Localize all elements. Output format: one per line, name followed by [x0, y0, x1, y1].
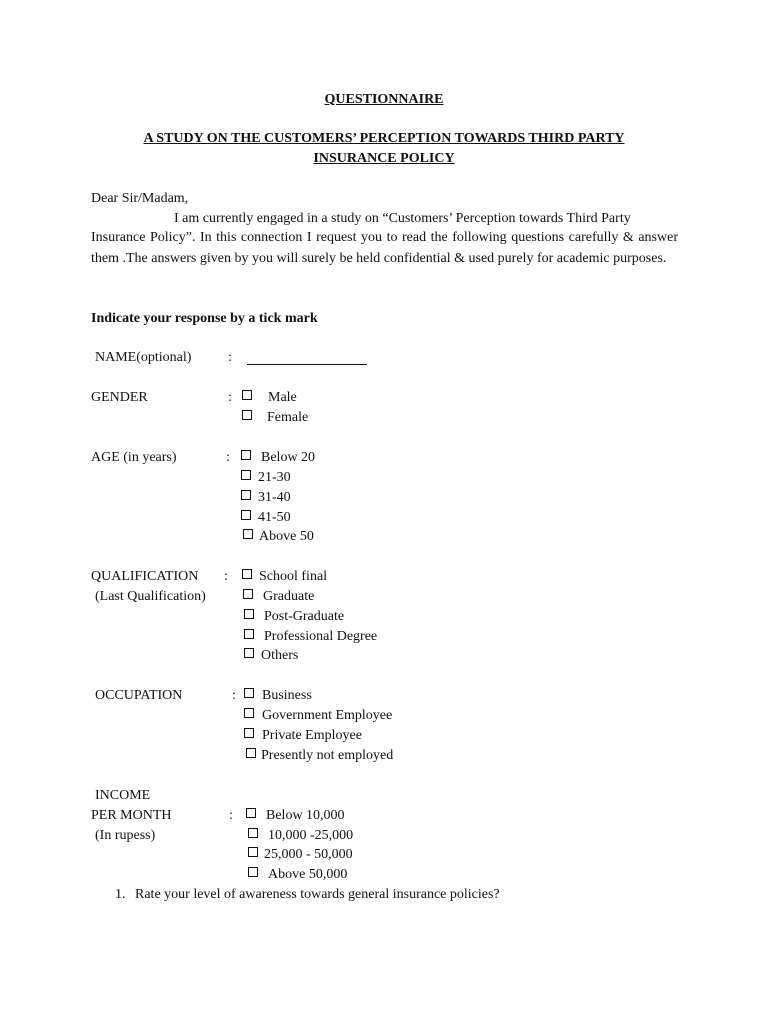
option-label: Above 50,000 [268, 867, 348, 882]
name-label: NAME(optional) [95, 350, 192, 365]
checkbox-icon[interactable] [241, 490, 251, 500]
intro-first-line: I am currently engaged in a study on “Customers’ Perception towards Third Party [174, 211, 631, 226]
occupation-label: OCCUPATION [95, 688, 183, 703]
questionnaire-heading: QUESTIONNAIRE [324, 92, 444, 107]
income-option-25000-50000[interactable] [248, 846, 353, 864]
qualification-option-professional-degree[interactable] [244, 628, 377, 646]
qualification-colon: : [224, 569, 228, 584]
gender-label: GENDER [91, 390, 148, 405]
checkbox-icon[interactable] [241, 510, 251, 520]
income-sublabel: (In rupess) [95, 828, 156, 843]
checkbox-icon[interactable] [242, 390, 252, 400]
checkbox-icon[interactable] [244, 688, 254, 698]
option-label: 10,000 -25,000 [268, 828, 354, 843]
question-number: 1. [115, 887, 126, 902]
age-label: AGE (in years) [91, 450, 177, 465]
qualification-option-post-graduate[interactable] [244, 608, 344, 626]
checkbox-icon[interactable] [244, 728, 254, 738]
checkbox-icon[interactable] [248, 847, 258, 857]
checkbox-icon[interactable] [241, 450, 251, 460]
name-input-line[interactable] [247, 364, 367, 365]
question-text: Rate your level of awareness towards general insurance policies? [135, 887, 500, 902]
option-label: Below 20 [261, 450, 316, 465]
occupation-option-presently-not-employed[interactable] [246, 747, 393, 765]
income-option-above-50000[interactable] [248, 866, 347, 884]
option-label: Private Employee [262, 728, 362, 743]
income-label-line2: PER MONTH [91, 808, 172, 823]
study-title-line1: A STUDY ON THE CUSTOMERS’ PERCEPTION TOWARDS THIRD PARTY [143, 131, 625, 146]
qualification-option-others[interactable] [244, 647, 298, 665]
checkbox-icon[interactable] [248, 828, 258, 838]
study-title-line2: INSURANCE POLICY [313, 151, 455, 166]
checkbox-icon[interactable] [243, 589, 253, 599]
occupation-option-private-employee[interactable] [244, 727, 362, 745]
option-label: Above 50 [259, 529, 314, 544]
income-label-line1: INCOME [95, 788, 151, 803]
gender-colon: : [228, 390, 232, 405]
option-label: Female [267, 410, 309, 425]
checkbox-icon[interactable] [242, 569, 252, 579]
option-label: Post-Graduate [264, 609, 345, 624]
option-label: Male [268, 390, 297, 405]
option-label: Below 10,000 [266, 808, 345, 823]
option-label: Graduate [263, 589, 315, 604]
checkbox-icon[interactable] [243, 529, 253, 539]
qualification-sublabel: (Last Qualification) [95, 589, 206, 604]
checkbox-icon[interactable] [244, 629, 254, 639]
option-label: 41-50 [258, 510, 291, 525]
income-option-below-10000[interactable] [246, 807, 345, 825]
option-label: School final [259, 569, 328, 584]
age-option-21-30[interactable] [241, 469, 291, 487]
age-colon: : [226, 450, 230, 465]
checkbox-icon[interactable] [244, 708, 254, 718]
checkbox-icon[interactable] [244, 648, 254, 658]
qualification-label: QUALIFICATION [91, 569, 199, 584]
instruction-text: Indicate your response by a tick mark [91, 311, 318, 326]
option-label: Government Employee [262, 708, 393, 723]
intro-paragraph: Insurance Policy”. In this connection I request you to read the following questions carefully & answer them .The answers given by you will surely be held confidential & used purely for academic purposes. [91, 230, 678, 266]
age-option-31-40[interactable] [241, 489, 291, 507]
occupation-colon: : [232, 688, 236, 703]
option-label: Professional Degree [264, 629, 378, 644]
age-option-above-50[interactable] [243, 528, 314, 546]
checkbox-icon[interactable] [246, 808, 256, 818]
qualification-option-school-final[interactable] [242, 568, 327, 586]
checkbox-icon[interactable] [244, 609, 254, 619]
option-label: 25,000 - 50,000 [264, 847, 353, 862]
option-label: Business [262, 688, 312, 703]
option-label: Presently not employed [261, 748, 394, 763]
income-colon: : [229, 808, 233, 823]
option-label: Others [261, 648, 299, 663]
gender-option-male[interactable] [242, 389, 297, 407]
option-label: 31-40 [258, 490, 291, 505]
checkbox-icon[interactable] [248, 867, 258, 877]
age-option-41-50[interactable] [241, 509, 291, 527]
income-option-10000-25000[interactable] [248, 827, 353, 845]
occupation-option-business[interactable] [244, 687, 312, 705]
gender-option-female[interactable] [242, 409, 308, 427]
occupation-option-government-employee[interactable] [244, 707, 392, 725]
checkbox-icon[interactable] [246, 748, 256, 758]
option-label: 21-30 [258, 470, 291, 485]
qualification-option-graduate[interactable] [243, 588, 314, 606]
salutation: Dear Sir/Madam, [91, 191, 189, 206]
age-option-below-20[interactable] [241, 449, 315, 467]
name-colon: : [228, 350, 232, 365]
checkbox-icon[interactable] [242, 410, 252, 420]
checkbox-icon[interactable] [241, 470, 251, 480]
